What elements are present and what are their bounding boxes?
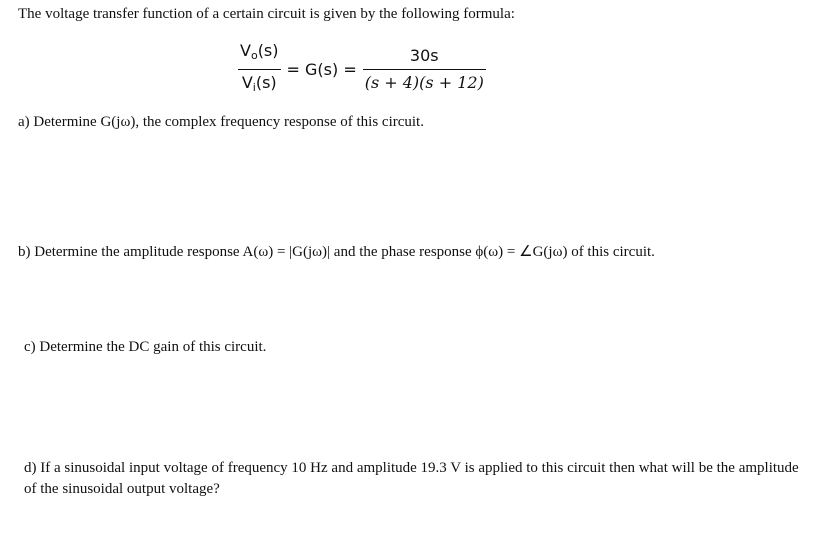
question-c: c) Determine the DC gain of this circuit. <box>24 339 267 355</box>
rhs-denominator: (s + 4)(s + 12) <box>364 73 484 92</box>
fraction-bar <box>238 69 281 70</box>
transfer-function-formula <box>238 40 486 99</box>
rhs-fraction <box>363 45 486 94</box>
formula-middle: = G(s) = <box>286 60 357 79</box>
lhs-denominator: $V_i(s)$ <box>241 73 277 94</box>
rhs-numerator: 30s <box>409 46 439 65</box>
intro-text: The voltage transfer function of a certain circuit is given by the following formula: <box>18 6 515 22</box>
question-a: a) Determine G(jω), the complex frequency response of this circuit. <box>18 114 424 130</box>
question-b: b) Determine the amplitude response A(ω) = |G(jω)| and the phase response ϕ(ω) = ∠G(jω) of this circuit. <box>18 244 655 260</box>
fraction-bar <box>363 69 486 70</box>
lhs-numerator: $V_o(s)$ <box>240 41 279 62</box>
question-d: d) If a sinusoidal input voltage of frequency 10 Hz and amplitude 19.3 V is applied to this circuit then what will be the amplitude of the sinusoidal output voltage? <box>24 460 799 497</box>
lhs-fraction <box>238 40 281 99</box>
